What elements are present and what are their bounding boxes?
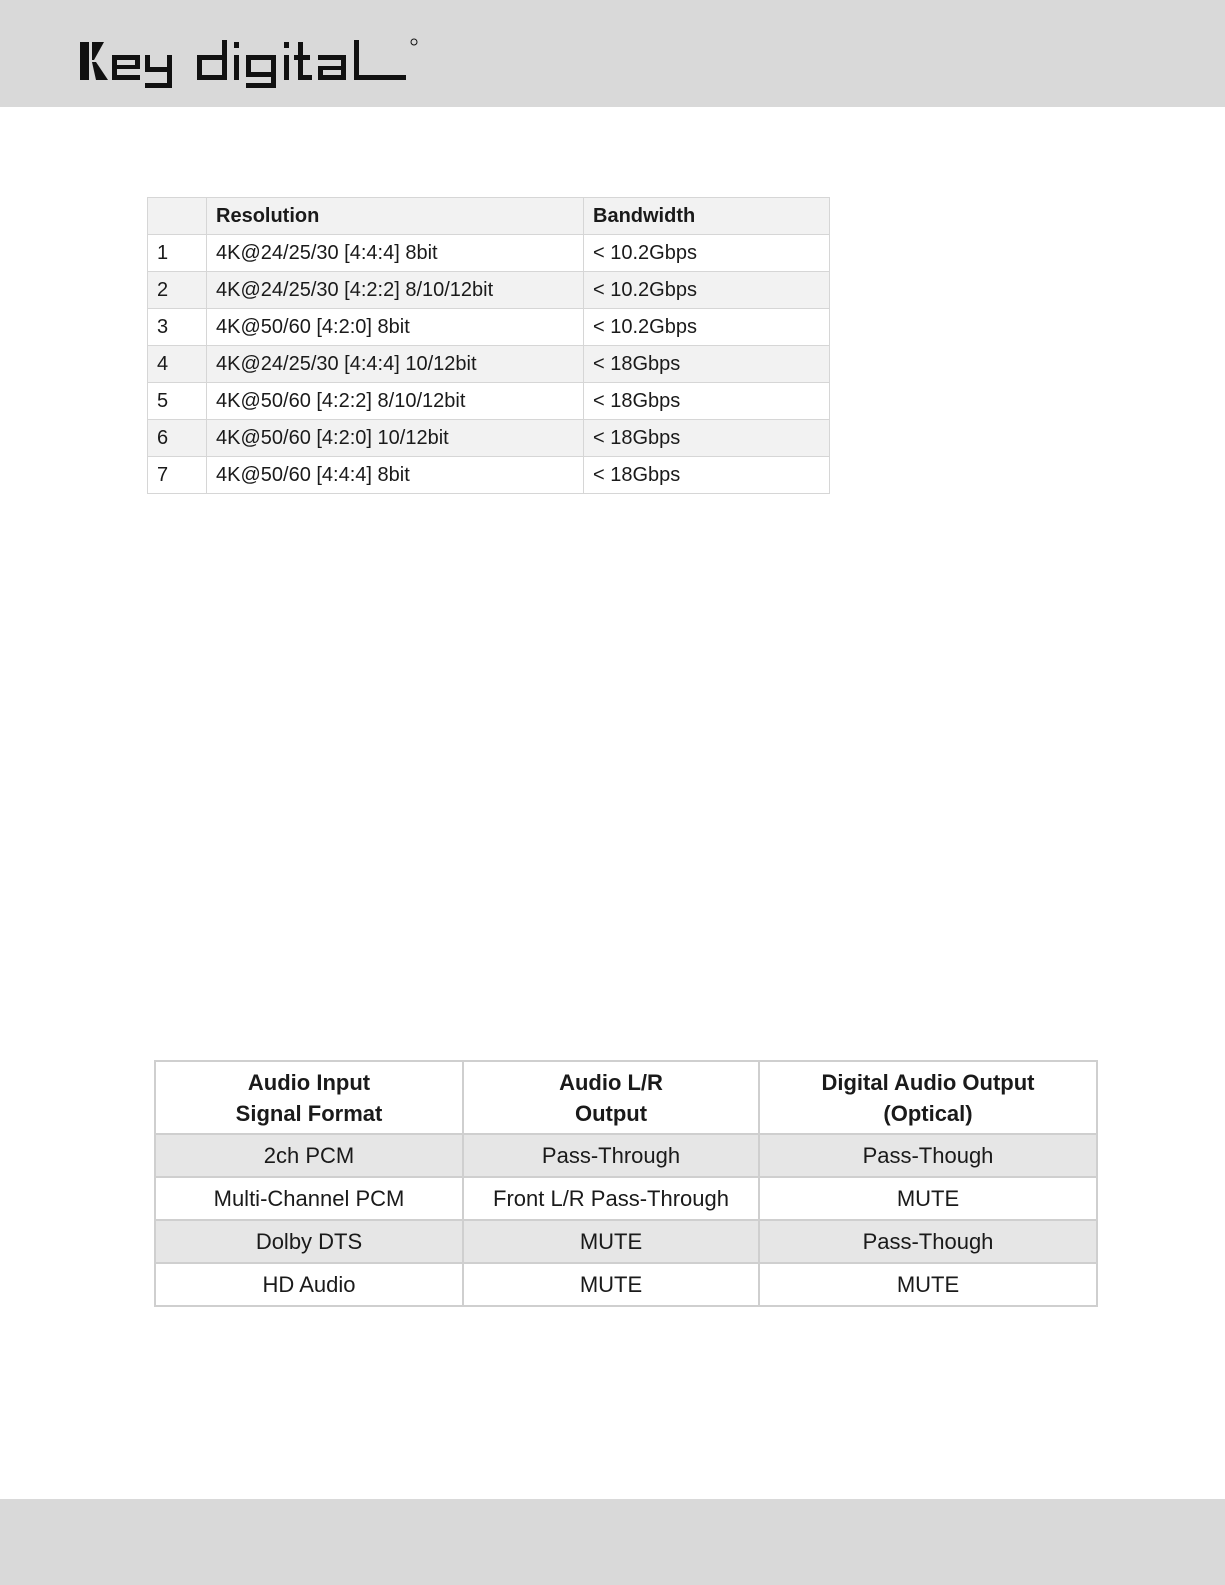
- row-resolution: 4K@24/25/30 [4:2:2] 8/10/12bit: [207, 272, 584, 309]
- table-row: [155, 1263, 1097, 1306]
- table-header-row: [155, 1061, 1097, 1134]
- header-line: Signal Format: [235, 1100, 383, 1126]
- cell-lr-output: Pass-Through: [463, 1134, 759, 1177]
- row-index: 2: [148, 272, 207, 309]
- row-index: 3: [148, 309, 207, 346]
- cell-optical-output: MUTE: [759, 1177, 1097, 1220]
- row-index: 5: [148, 383, 207, 420]
- row-bandwidth: < 10.2Gbps: [584, 235, 830, 272]
- row-resolution: 4K@50/60 [4:2:2] 8/10/12bit: [207, 383, 584, 420]
- cell-optical-output: MUTE: [759, 1263, 1097, 1306]
- row-bandwidth: < 18Gbps: [584, 420, 830, 457]
- cell-lr-output: Front L/R Pass-Through: [463, 1177, 759, 1220]
- table-row: [155, 1220, 1097, 1263]
- cell-optical-output: Pass-Though: [759, 1220, 1097, 1263]
- row-resolution: 4K@24/25/30 [4:4:4] 8bit: [207, 235, 584, 272]
- table-row: [148, 272, 830, 309]
- row-bandwidth: < 18Gbps: [584, 457, 830, 494]
- row-resolution: 4K@24/25/30 [4:4:4] 10/12bit: [207, 346, 584, 383]
- resolution-bandwidth-table: [147, 197, 830, 494]
- cell-optical-output: Pass-Though: [759, 1134, 1097, 1177]
- row-index: 7: [148, 457, 207, 494]
- table-row: [148, 420, 830, 457]
- row-bandwidth: < 10.2Gbps: [584, 272, 830, 309]
- column-header-digital-audio: [759, 1061, 1097, 1134]
- header-line: Audio Input: [247, 1069, 371, 1095]
- header-line: Digital Audio Output: [821, 1069, 1035, 1095]
- cell-lr-output: MUTE: [463, 1220, 759, 1263]
- table-row: [155, 1134, 1097, 1177]
- page-header-band: [0, 0, 1225, 107]
- row-bandwidth: < 18Gbps: [584, 346, 830, 383]
- cell-input-format: Multi-Channel PCM: [155, 1177, 463, 1220]
- column-header-audio-input: [155, 1061, 463, 1134]
- row-bandwidth: < 10.2Gbps: [584, 309, 830, 346]
- row-index: 6: [148, 420, 207, 457]
- row-index: 4: [148, 346, 207, 383]
- header-line: Output: [574, 1100, 648, 1126]
- table-row: [148, 235, 830, 272]
- cell-input-format: HD Audio: [155, 1263, 463, 1306]
- cell-lr-output: MUTE: [463, 1263, 759, 1306]
- column-header-audio-lr: [463, 1061, 759, 1134]
- column-header-bandwidth: Bandwidth: [584, 198, 830, 235]
- table-row: [148, 383, 830, 420]
- row-resolution: 4K@50/60 [4:2:0] 8bit: [207, 309, 584, 346]
- page-footer-band: [0, 1499, 1225, 1585]
- key-digital-logo: [78, 36, 423, 92]
- column-header-index: [148, 198, 207, 235]
- audio-output-table: [154, 1060, 1098, 1307]
- table-row: [148, 457, 830, 494]
- table-header-row: [148, 198, 830, 235]
- table-row: [155, 1177, 1097, 1220]
- cell-input-format: Dolby DTS: [155, 1220, 463, 1263]
- table-row: [148, 346, 830, 383]
- cell-input-format: 2ch PCM: [155, 1134, 463, 1177]
- column-header-resolution: Resolution: [207, 198, 584, 235]
- table-row: [148, 309, 830, 346]
- row-bandwidth: < 18Gbps: [584, 383, 830, 420]
- row-resolution: 4K@50/60 [4:4:4] 8bit: [207, 457, 584, 494]
- header-line: Audio L/R: [559, 1069, 663, 1095]
- header-line: (Optical): [883, 1100, 973, 1126]
- row-resolution: 4K@50/60 [4:2:0] 10/12bit: [207, 420, 584, 457]
- row-index: 1: [148, 235, 207, 272]
